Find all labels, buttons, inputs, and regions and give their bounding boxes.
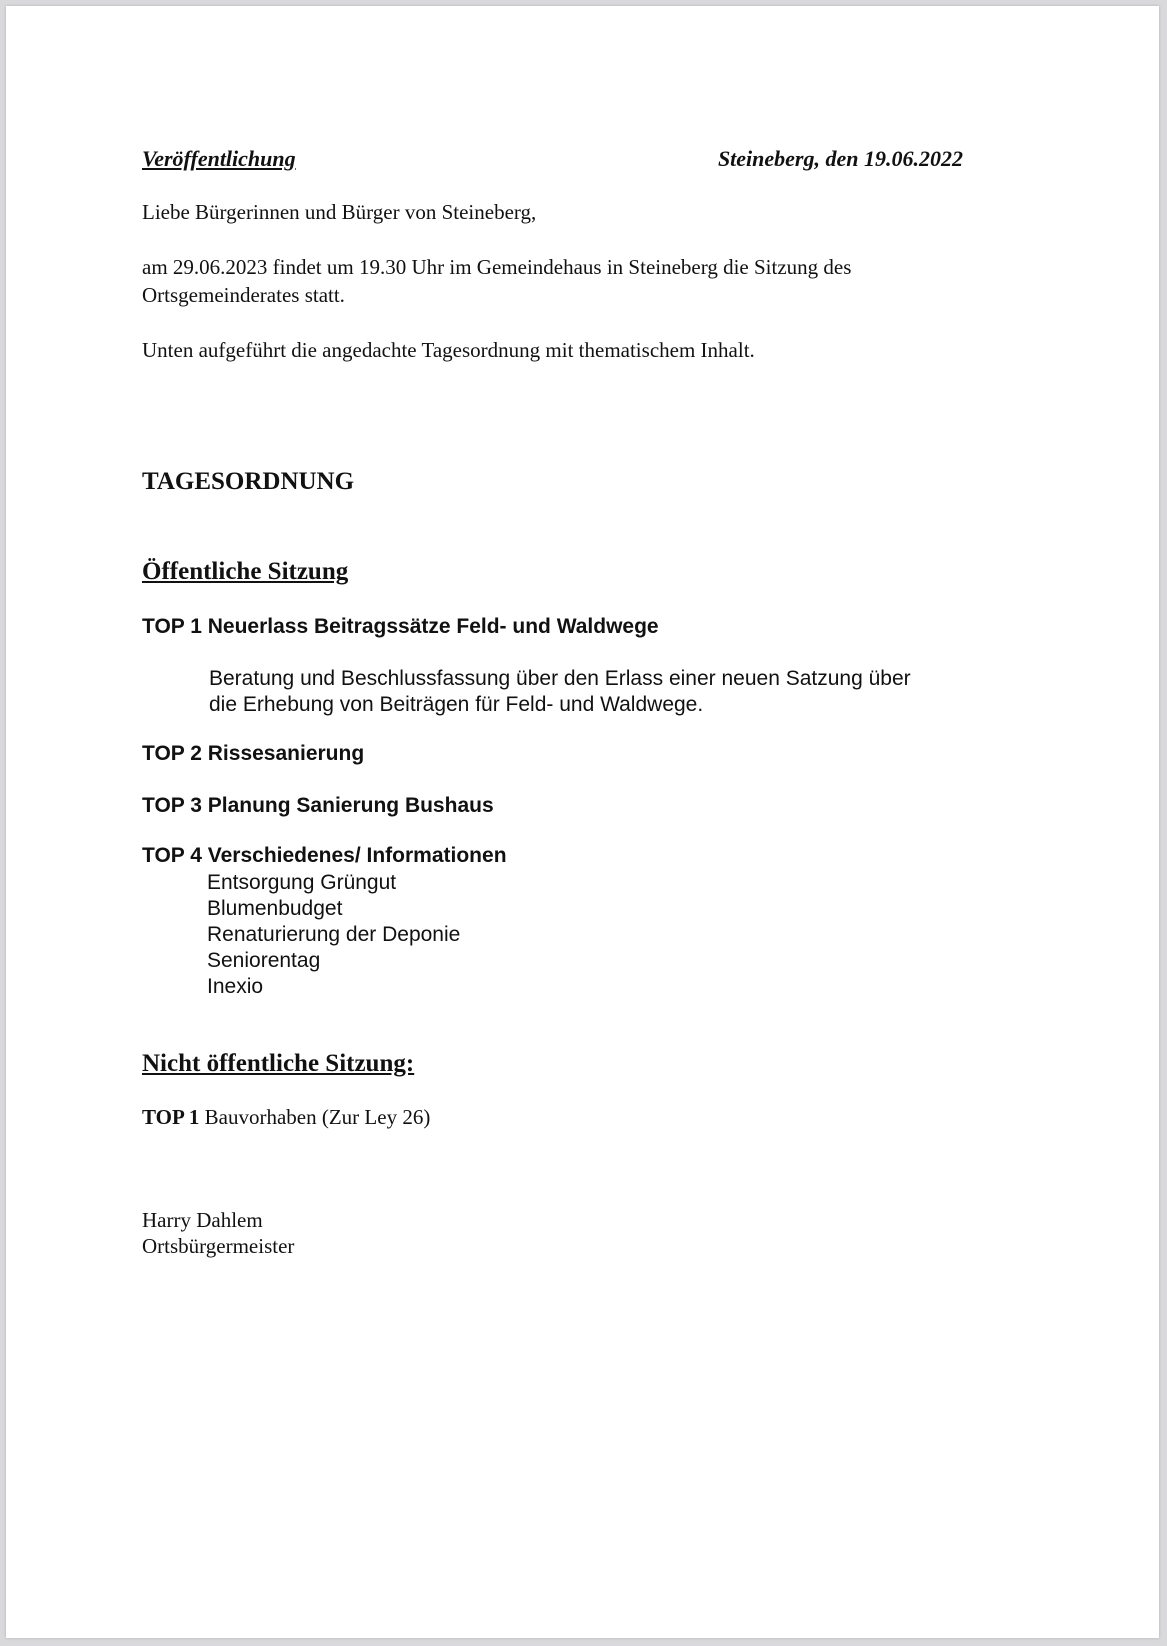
agenda-item-heading: TOP 2 Rissesanierung — [142, 742, 365, 765]
announcement — [142, 253, 851, 309]
salutation: Liebe Bürgerinnen und Bürger von Steineberg, — [142, 200, 537, 224]
description-line: Beratung und Beschlussfassung über den Erlass einer neuen Satzung über — [209, 667, 911, 690]
signer-role: Ortsbürgermeister — [142, 1234, 295, 1258]
list-item: Blumenbudget — [207, 897, 343, 920]
announcement-line: Ortsgemeinderates statt. — [142, 283, 345, 307]
agenda-item-description — [209, 666, 911, 718]
signer-name: Harry Dahlem — [142, 1208, 263, 1232]
signature-block — [142, 1207, 294, 1259]
agenda-item-heading: TOP 4 Verschiedenes/ Informationen — [142, 844, 507, 867]
publication-label: Veröffentlichung — [142, 146, 296, 171]
agenda-item-heading: TOP 1 Neuerlass Beitragssätze Feld- und Waldwege — [142, 615, 659, 638]
list-item: Renaturierung der Deponie — [207, 923, 461, 946]
private-agenda-number: TOP 1 — [142, 1105, 200, 1129]
private-agenda-item — [142, 1105, 430, 1130]
agenda-title: TAGESORDNUNG — [142, 468, 355, 495]
description-line: die Erhebung von Beiträgen für Feld- und Waldwege. — [209, 693, 704, 716]
intro-note: Unten aufgeführt die angedachte Tagesordnung mit thematischem Inhalt. — [142, 338, 755, 362]
list-item: Entsorgung Grüngut — [207, 871, 397, 894]
list-item: Seniorentag — [207, 949, 321, 972]
document-page — [6, 6, 1159, 1638]
list-item: Inexio — [207, 975, 264, 998]
agenda-subitem-list — [207, 870, 460, 1000]
announcement-line: am 29.06.2023 findet um 19.30 Uhr im Gemeindehaus in Steineberg die Sitzung des — [142, 255, 852, 279]
public-session-title: Öffentliche Sitzung — [142, 558, 349, 585]
private-agenda-text: Bauvorhaben (Zur Ley 26) — [204, 1105, 431, 1129]
agenda-item-heading: TOP 3 Planung Sanierung Bushaus — [142, 794, 494, 817]
place-date: Steineberg, den 19.06.2022 — [717, 146, 963, 171]
private-session-title: Nicht öffentliche Sitzung: — [142, 1050, 415, 1077]
